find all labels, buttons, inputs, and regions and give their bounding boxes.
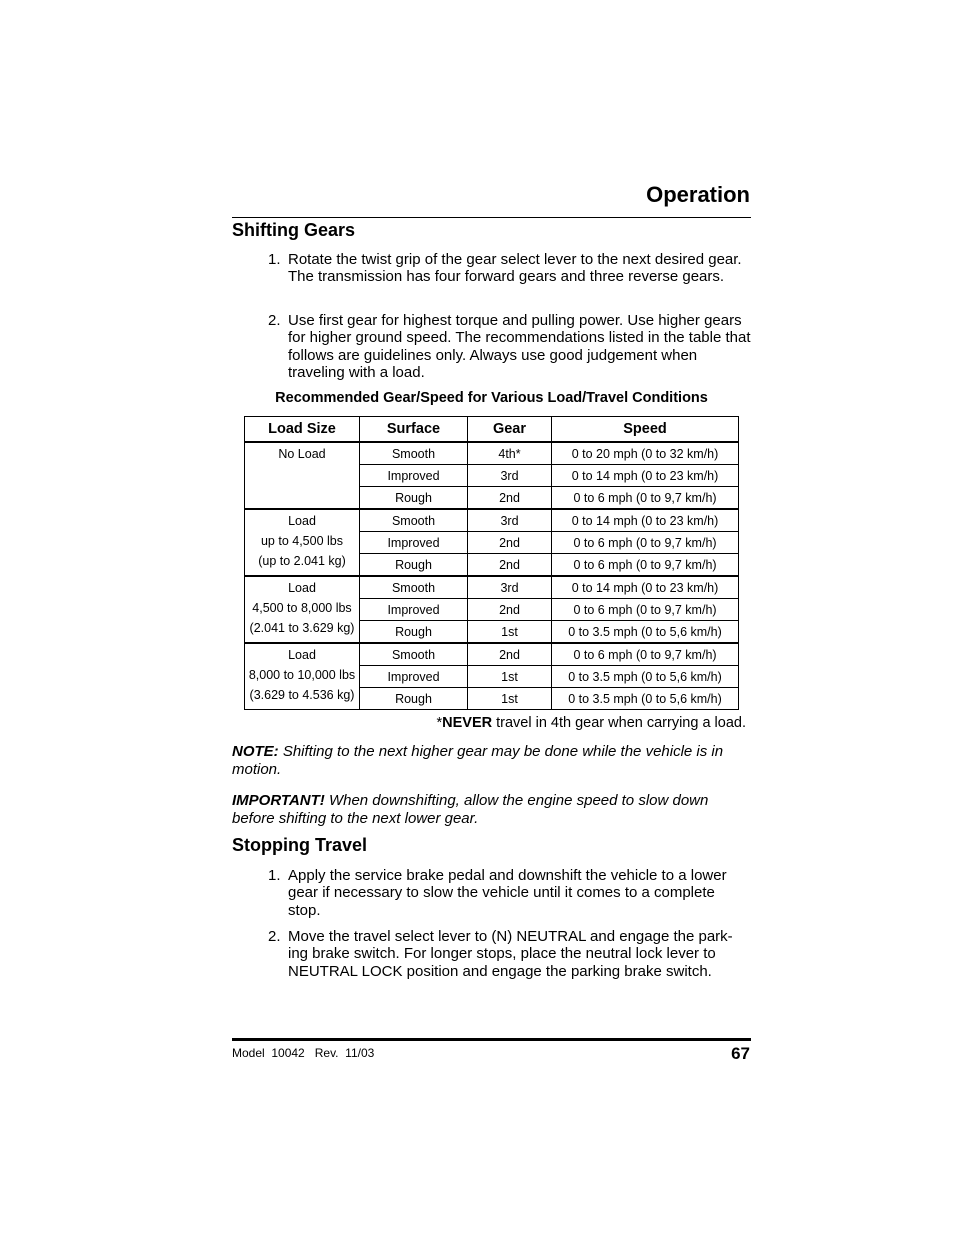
load-size-cell [245,643,360,710]
step-text: Apply the service brake pedal and downshift the vehicle to a lower gear if necessary to slow the vehicle until it comes to a complete stop. [288,867,727,919]
footnote-never: NEVER [442,715,493,731]
important-label: IMPORTANT! [232,792,325,809]
step-number: 1. [268,867,281,884]
footnote-text: travel in 4th gear when carrying a load. [492,715,746,731]
step-number: 2. [268,928,281,945]
step-text: Rotate the twist grip of the gear select lever to the next desired gear. The transmission has four forward gears and three reverse gears. [288,251,742,286]
note-text: Shifting to the next higher gear may be done while the vehicle is in motion. [232,743,724,778]
header-rule [232,217,751,218]
load-size-cell [245,442,360,509]
surface-cell: Rough [360,554,468,577]
speed-cell: 0 to 3.5 mph (0 to 5,6 km/h) [552,666,739,688]
speed-cell: 0 to 14 mph (0 to 23 km/h) [552,509,739,532]
section-title-stopping-travel: Stopping Travel [232,835,368,855]
column-header-surface: Surface [360,417,468,443]
gear-cell: 3rd [468,509,552,532]
step-text: Move the travel select lever to (N) NEUTRAL and engage the park-ing brake switch. For longer stops, place the neutral lock lever to NEUTRAL LOCK position and engage the parking brake switch. [288,928,733,980]
surface-cell: Improved [360,532,468,554]
load-size-line: up to 4,500 lbs [260,534,343,548]
table-row [245,643,739,666]
gear-cell: 1st [468,621,552,644]
surface-cell: Rough [360,487,468,510]
chapter-title: Operation [646,182,750,207]
step-number: 1. [268,251,281,268]
surface-cell: Rough [360,621,468,644]
important-text: When downshifting, allow the engine speed to slow down before shifting to the next lower gear. [232,792,709,827]
speed-cell: 0 to 20 mph (0 to 32 km/h) [552,442,739,465]
note-paragraph [232,743,751,779]
load-size-line: (up to 2.041 kg) [258,554,346,568]
speed-cell: 0 to 14 mph (0 to 23 km/h) [552,465,739,487]
load-size-line: Load [288,648,316,662]
column-header-speed: Speed [552,417,739,443]
column-header-load-size: Load Size [245,417,360,443]
gear-cell: 3rd [468,576,552,599]
step-text: Use first gear for highest torque and pulling power. Use higher gears for higher ground speed. The recommendations listed in the table that follows are guidelines only. Always use good judgement when traveling with a load. [288,312,751,382]
surface-cell: Smooth [360,509,468,532]
load-size-line: (2.041 to 3.629 kg) [249,621,355,635]
surface-cell: Improved [360,465,468,487]
gear-cell: 2nd [468,487,552,510]
speed-cell: 0 to 14 mph (0 to 23 km/h) [552,576,739,599]
surface-cell: Improved [360,666,468,688]
note-label: NOTE: [232,743,279,760]
surface-cell: Smooth [360,576,468,599]
gear-cell: 2nd [468,643,552,666]
stopping-step-2 [268,928,751,982]
shifting-step-1 [268,251,751,305]
speed-cell: 0 to 3.5 mph (0 to 5,6 km/h) [552,621,739,644]
gear-cell: 2nd [468,554,552,577]
load-size-line: Load [288,514,316,528]
gear-cell: 1st [468,666,552,688]
gear-cell: 2nd [468,599,552,621]
gear-cell: 2nd [468,532,552,554]
load-size-line: 8,000 to 10,000 lbs [248,668,356,682]
shifting-step-2 [268,312,751,384]
surface-cell: Rough [360,688,468,710]
gear-cell: 4th* [468,442,552,465]
speed-cell: 0 to 6 mph (0 to 9,7 km/h) [552,532,739,554]
speed-cell: 0 to 3.5 mph (0 to 5,6 km/h) [552,688,739,710]
table-header-row [245,417,739,443]
table-footnote [436,715,746,731]
load-size-cell [245,576,360,643]
surface-cell: Smooth [360,643,468,666]
table-row [245,509,739,532]
footer-rule [232,1038,751,1041]
column-header-gear: Gear [468,417,552,443]
load-size-line: Load [288,581,316,595]
gear-cell: 1st [468,688,552,710]
speed-cell: 0 to 6 mph (0 to 9,7 km/h) [552,554,739,577]
important-paragraph [232,792,751,828]
load-size-line: 4,500 to 8,000 lbs [252,601,352,615]
speed-cell: 0 to 6 mph (0 to 9,7 km/h) [552,599,739,621]
footer-model-revision: Model 10042 Rev. 11/03 [232,1046,375,1060]
surface-cell: Improved [360,599,468,621]
table-row [245,442,739,465]
gear-speed-table [244,416,739,710]
stopping-step-1 [268,867,751,921]
section-title-shifting-gears: Shifting Gears [232,220,356,240]
table-caption: Recommended Gear/Speed for Various Load/Travel Conditions [275,390,708,406]
table-row [245,576,739,599]
footnote-asterisk: * [436,715,443,731]
page-number: 67 [731,1044,750,1063]
surface-cell: Smooth [360,442,468,465]
load-size-line: (3.629 to 4.536 kg) [249,688,355,702]
step-number: 2. [268,312,281,329]
speed-cell: 0 to 6 mph (0 to 9,7 km/h) [552,643,739,666]
load-size-line: No Load [278,447,326,461]
speed-cell: 0 to 6 mph (0 to 9,7 km/h) [552,487,739,510]
load-size-cell [245,509,360,576]
gear-cell: 3rd [468,465,552,487]
